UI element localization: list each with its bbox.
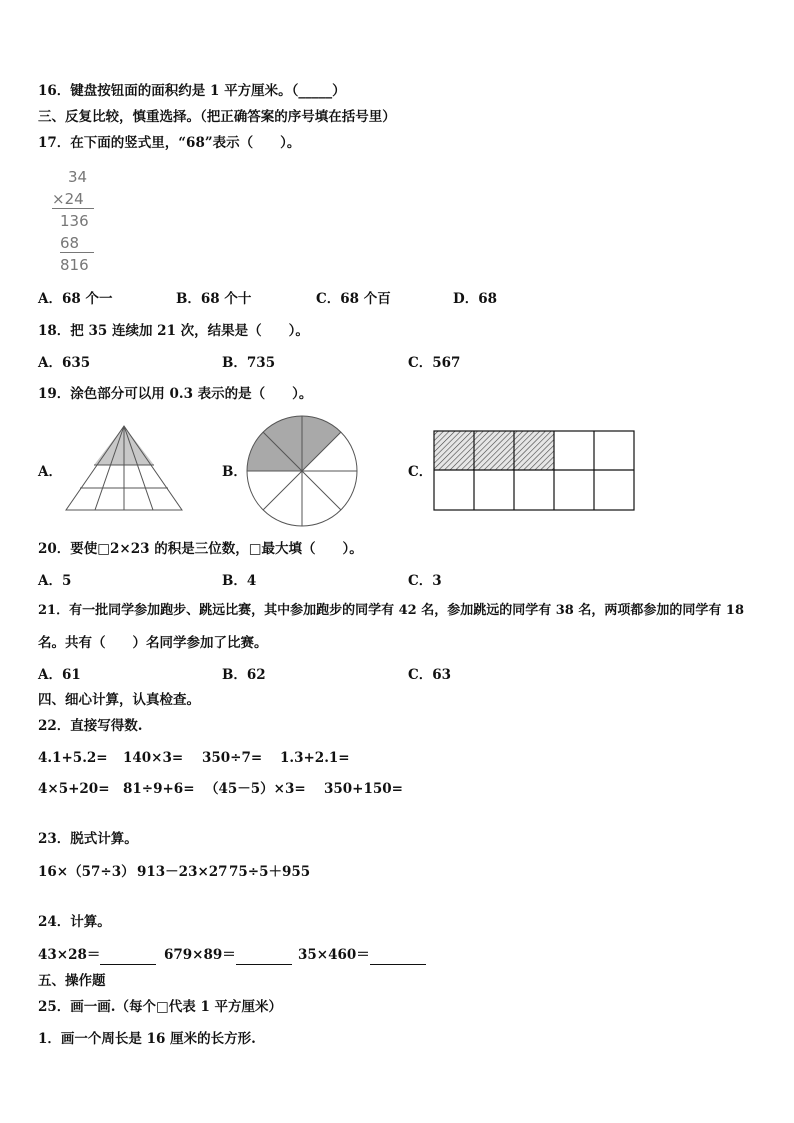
q24-item-2 bbox=[164, 946, 292, 965]
q19-option-c[interactable]: C． bbox=[408, 464, 433, 480]
q23-stem: 23．脱式计算。 bbox=[38, 831, 138, 847]
mult-row-3: 136 bbox=[60, 212, 89, 230]
q20-option-b[interactable]: B．4 bbox=[222, 573, 257, 589]
q20-option-c[interactable]: C．3 bbox=[408, 573, 442, 589]
q17-stem: 17．在下面的竖式里，“68”表示（ ）。 bbox=[38, 135, 301, 151]
q17-option-d[interactable]: D．68 bbox=[453, 291, 497, 307]
q24-item-2-text: 679×89＝ bbox=[164, 947, 236, 963]
q22-r1-c2: 140×3= bbox=[123, 750, 184, 766]
mult-row-1: 34 bbox=[68, 168, 88, 186]
q24-item-1-text: 43×28＝ bbox=[38, 947, 101, 963]
circle-figure bbox=[244, 413, 360, 529]
q19-option-a[interactable]: A． bbox=[38, 464, 62, 480]
q19-stem: 19．涂色部分可以用 0.3 表示的是（ ）。 bbox=[38, 386, 313, 402]
q22-r2-c4: 350+150= bbox=[324, 781, 403, 797]
grid-figure bbox=[433, 430, 635, 512]
q21-option-b[interactable]: B．62 bbox=[222, 667, 266, 683]
q20-option-a[interactable]: A．5 bbox=[38, 573, 72, 589]
q22-stem: 22．直接写得数. bbox=[38, 718, 143, 734]
q16-line: 16．键盘按钮面的面积约是 1 平方厘米。（_____） bbox=[38, 83, 346, 99]
q24-item-1 bbox=[38, 946, 156, 965]
q25-sub-1: 1．画一个周长是 16 厘米的长方形. bbox=[38, 1031, 256, 1047]
q20-stem: 20．要使□2×23 的积是三位数，□最大填（ ）。 bbox=[38, 541, 363, 557]
q24-item-3 bbox=[298, 946, 426, 965]
triangle-figure bbox=[64, 424, 184, 512]
section-5-heading: 五、操作题 bbox=[38, 973, 106, 989]
q17-option-a[interactable]: A．68 个一 bbox=[38, 291, 113, 307]
q24-answer-blank-2[interactable] bbox=[236, 946, 292, 965]
q22-r2-c1: 4×5+20= bbox=[38, 781, 110, 797]
q19-option-b[interactable]: B． bbox=[222, 464, 247, 480]
q22-r1-c3: 350÷7= bbox=[202, 750, 263, 766]
q21-option-c[interactable]: C．63 bbox=[408, 667, 452, 683]
mult-row-2: ×24 bbox=[52, 190, 84, 208]
mult-row-5: 816 bbox=[60, 256, 89, 274]
q18-option-b[interactable]: B．735 bbox=[222, 355, 276, 371]
mult-rule-2 bbox=[60, 252, 94, 253]
q18-option-a[interactable]: A．635 bbox=[38, 355, 91, 371]
q25-stem: 25．画一画.（每个□代表 1 平方厘米） bbox=[38, 999, 283, 1015]
q23-item-1: 16×（57÷3） bbox=[38, 864, 135, 880]
q22-r2-c3: （45－5）×3= bbox=[205, 781, 306, 797]
q21-line-1: 21．有一批同学参加跑步、跳远比赛，其中参加跑步的同学有 42 名，参加跳远的同学有 38 名，两项都参加的同学有 18 bbox=[38, 603, 744, 618]
section-3-heading: 三、反复比较，慎重选择。（把正确答案的序号填在括号里） bbox=[38, 109, 396, 125]
q17-option-c[interactable]: C．68 个百 bbox=[316, 291, 391, 307]
q24-item-3-text: 35×460＝ bbox=[298, 947, 370, 963]
q22-r1-c4: 1.3+2.1= bbox=[280, 750, 350, 766]
q21-option-a[interactable]: A．61 bbox=[38, 667, 81, 683]
q18-option-c[interactable]: C．567 bbox=[408, 355, 461, 371]
section-4-heading: 四、细心计算，认真检查。 bbox=[38, 692, 200, 708]
q21-line-2: 名。共有（ ）名同学参加了比赛。 bbox=[38, 635, 268, 651]
q18-stem: 18．把 35 连续加 21 次，结果是（ ）。 bbox=[38, 323, 309, 339]
q24-answer-blank-3[interactable] bbox=[370, 946, 426, 965]
mult-rule-1 bbox=[52, 208, 94, 209]
q22-r2-c2: 81÷9+6= bbox=[123, 781, 195, 797]
mult-row-4: 68 bbox=[60, 234, 80, 252]
q24-stem: 24．计算。 bbox=[38, 914, 111, 930]
q22-r1-c1: 4.1+5.2= bbox=[38, 750, 108, 766]
q17-option-b[interactable]: B．68 个十 bbox=[176, 291, 252, 307]
q24-answer-blank-1[interactable] bbox=[100, 946, 156, 965]
q23-item-2: 913－23×27 bbox=[137, 864, 228, 880]
q23-item-3: 75÷5＋955 bbox=[229, 864, 311, 880]
